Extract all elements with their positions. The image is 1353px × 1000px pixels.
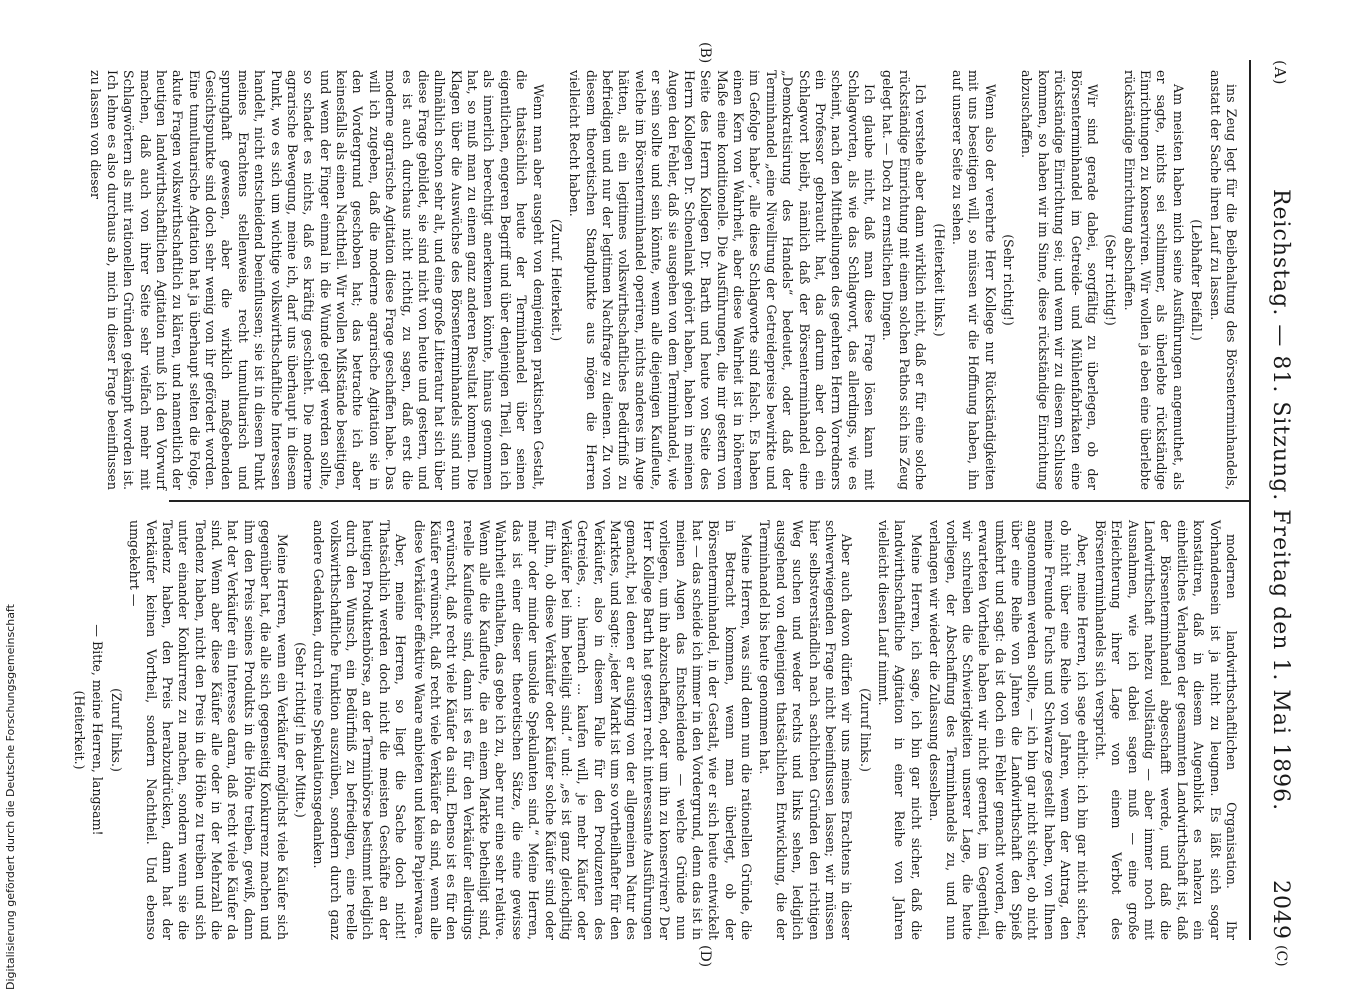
interjection: (Zuruf. Heiterkeit.) [549, 218, 564, 342]
page-title: Reichstag. — 81. Sitzung. Freitag den 1. Mai 1896. [1268, 188, 1293, 812]
margin-label-c: (C) [1273, 945, 1289, 967]
funding-note: Digitalisierung gefördert durch die Deutsche Forschungsgemeinschaft [4, 604, 17, 990]
interjection: (Lebhafter Beifall.) [1189, 219, 1205, 341]
header-rule [1249, 60, 1251, 940]
text-column-right [69, 520, 1239, 940]
interjection: (Zuruf links.) [857, 688, 873, 772]
paragraph: Aber, meine Herren, ich sage ehrlich: ich bin gar nicht sicher, ob nicht über eine Reihe von Jahren, wenn der Antrag, den meine Freunde Fuchs und Schwarze gestellt haben, von Ihnen angenommen werden sollte, — ich bin gar nicht sicher, ob nicht über eine Reihe von Jahren die Landwirthschaft den Spieß umkehrt und sagt: da ist doch ein Fehler gemacht worden, die erwarteten Vortheile haben wir nicht geerntet, im Gegentheil, wir schreiben die Schwierigkeiten unserer Lage, die heute vorliegen, der Abschaffung des Terminhandels zu, und nun verlangen wir wieder die Zulassung desselben. [927, 520, 1090, 940]
interjection: — Bitte, meine Herren, langsam! [90, 624, 106, 836]
paragraph: Wenn also der verehrte Herr Kollege nur Rückständigkeiten mit uns beseitigen will, so müssen wir die Hoffnung haben, ihn auf unserer Seite zu sehen. [950, 70, 998, 490]
paragraph: Aber auch davon dürfen wir uns meines Erachtens in dieser schwerwiegenden Frage nicht beeinflussen lassen; wir müssen hier selbstverständlich nach sachlichen Gründen den richtigen Weg suchen und weder rechts und links sehen, lediglich ausgehend von denjenigen thatsächlichen Entwicklung, die der Terminhandel bis heute genommen hat. [757, 520, 855, 940]
paragraph: Meine Herren, was sind denn nun die rationellen Gründe, die in Betracht kommen, wenn man überlegt, ob der Börsenterminhandel, in der Gestalt, wie er sich heute entwickelt hat — das scheide ich immer in den Vordergrund, denn das ist in meinen Augen das Entscheidende — welche Gründe nun vorliegen, um ihn abzuschaffen, oder um ihn zu konserviren? Der Herr Kollege Barth hat gestern recht interessante Ausführungen gemacht, bei denen er ausging von der allgemeinen Natur des Marktes, und sagte: „jeder Markt ist um so vortheilhafter für den Verkäufer, also in diesem Falle für den Produzenten des Getreides, ... hiernach ... kaufen will, je mehr Käufer oder Verkäufer bei ihm beteiligt sind.“ und: „es ist ganz gleichgiltig für ihn, ob diese Verkäufer oder Käufer solche Käufer sind oder mehr oder minder unsolide Spekulanten sind.“ Meine Herren, das ist einer dieser theoretischen Sätze, die eine gewisse Wahrheit enthalten, das gebe ich zu, aber nur eine sehr relative. Wenn alle die Kaufleute, die an einem Markte betheiligt sind, reelle Kaufleute sind, dann ist es für den Verkäufer allerdings erwünscht, daß recht viele Käufer da sind. Ebenso ist es für den Käufer erwünscht, daß recht viele Verkäufer da sind, wenn alle diese Verkäufer effektive Waare anbieten und keine Papierwaare. [411, 520, 755, 940]
paragraph: modernen landwirthschaftlichen Organisation. Ihr Vorhandensein ist ja nicht zu leugnen. Es läßt sich sogar konstatiren, daß in diesem Augenblick es nahezu ein einheitliches Verlangen der gesammten Landwirthschaft ist, daß der Börsenterminhandel abgeschafft werde, und daß die Landwirthschaft nahezu vollständig — aber immer noch mit Ausnahmen, wie ich dabei sagen muß — eine große Erleichterung ihrer Lage von einem Verbot des Börsenterminhandels sich verspricht. [1093, 520, 1239, 940]
paragraph: Am meisten haben mich seine Ausführungen angemuthet, als er sagte, nichts sei schlimmer, als überlebte rückständige Einrichtungen zu konserviren. Wir wollen ja eben eine überlebte rückständige Einrichtung abschaffen. [1121, 70, 1186, 490]
paragraph: Wir sind gerade dabei, sorgfältig zu überlegen, ob der Börsenterminhandel im Getreide- und Mühlenfabrikaten eine rückständige Einrichtung sei; und wenn wir zu diesem Schlusse kommen, so haben wir im Sinne, diese rückständige Einrichtung abzuschaffen. [1019, 70, 1100, 490]
interjection: (Sehr richtig!) [1001, 234, 1017, 326]
interjection: (Sehr richtig!) [1103, 234, 1119, 326]
margin-label-d: (D) [697, 945, 713, 968]
margin-label-b: (B) [697, 42, 713, 64]
page-header [1257, 60, 1293, 940]
interjection: (Zuruf links.) [108, 688, 124, 772]
interjection: (Sehr richtig! in der Mitte.) [293, 642, 308, 818]
paragraph: Aber, meine Herren, so liegt die Sache doch nicht! Thatsächlich werden doch nicht die meisten Geschäfte an der heutigen Produktenbörse, an der Terminbörse bestimmt lediglich durch den Wunsch, ein Bedürfniß zu befriedigen, eine reelle volkswirthschaftliche Funktion auszuüben, sondern durch ganz andere Gedanken, durch reine Spekulationsgedanken. [311, 520, 409, 940]
paragraph: Ich glaube nicht, daß man diese Frage lösen kann mit Schlagworten, als wie das Schlagwort, das allerdings, wie es scheint, nach den Mittheilungen des geehrten Herrn Vorredners ein Professor gebraucht hat, das darum aber doch ein Schlagwort bleibt, nämlich daß der Börsenterminhandel eine „Demokratisirung des Handels“ bedeutet, oder daß der Terminhandel „eine Nivellirung der Getreidepreise bewirkte und im Gefolge habe“, alle diese Schlagworte sind falsch. Es haben einen Kern von Wahrheit, aber diese Wahrheit ist in höherem Maße eine konditionelle. Die Ausführungen, die mir gestern von Seite des Herrn Kollegen Dr. Barth und heute von Seite des Herrn Kollegen Dr. Schoenlank gehört haben, haben in meinen Augen den Fehler, daß sie ausgehen von dem Terminhandel, wie er sein sollte und sein könnte, wenn alle diejenigen Kaufleute, welche im Börsenterminhandel operiren, nichts anderes im Auge hätten, als ein legitimes volkswirthschaftliches Bedürfniß zu befriedigen und nur der legitimen Nachfrage zu dienen. Zu von diesem theoretischen Standpunkte aus mögen die Herren vielleicht Recht haben. [567, 70, 878, 490]
margin-label-a: (A) [1271, 60, 1289, 86]
paragraph: Meine Herren, wenn ein Verkäufer möglichst viele Käufer sich gegenüber hat, die alle sich gegenseitig Konkurrenz machen und ihm den Preis seines Produkts in die Höhe treiben, gewiß, dann hat der Verkäufer ein Interesse daran, daß recht viele Käufer da sind. Wenn aber diese Käufer alle oder in der Mehrzahl die Tendenz haben, nicht den Preis in die Höhe zu treiben und sich unter einander Konkurrenz zu machen, sondern wenn sie die Tendenz haben, den Preis herabzudrücken, dann hat der Verkäufer keinen Vortheil, sondern Nachtheil. Und ebenso umgekehrt — [127, 520, 290, 940]
page-number: 2049 [1268, 880, 1293, 940]
paragraph: Ich verstehe aber dann wirklich nicht, daß er für eine solche rückständige Einrichtung mit einem solchen Pathos sich ins Zeug gelegt hat. — Doch zu ernstlichen Dingen. [880, 70, 929, 490]
text-column-left [85, 70, 1239, 490]
column-divider [169, 500, 1249, 502]
paragraph: ins Zeug legt für die Beibehaltung des Börsenterminhandels, anstatt der Sache ihren Lauf zu lassen. [1207, 70, 1239, 490]
interjection: (Heiterkeit links.) [931, 223, 947, 337]
interjection: (Heiterkeit.) [72, 690, 88, 770]
paragraph: Wenn man aber ausgeht von demjenigen praktischen Gestalt, die thatsächlich heute der Terminhandel über seinen eigentlichen, engeren Begriff und über denjenigen Theil, den ich als innerlich berechtigt anerkennen könnte, hinaus genommen hat, so muß man zu einem ganz anderen Resultat kommen. Die Klagen über die Auswüchse des Börsenterminhandels sind nun allmählich schon sehr alt, und eine große Litteratur hat sich über diese Frage gebildet, sie sind nicht von heute und gestern, und es ist auch durchaus nicht richtig, zu sagen, daß erst die moderne agrarische Agitation diese Frage geschaffen habe. Das will ich zugeben, daß die moderne agrarische Agitation sie in den Vordergrund geschoben hat; das betrachte ich aber keinesfalls als einen Nachtheil. Wir wollen Mißstände beseitigen, und wenn der Finger einmal in die Wunde gelegt werden sollte, so schadet es nichts, daß es kräftig geschieht. Die moderne agrarische Bewegung, meine ich, darf uns überhaupt in diesem Punkt, wo es sich um wichtige volkswirthschaftliche Interessen handelt, nicht entscheidend beeinflussen; sie ist in diesem Punkt meines Erachtens stellenweise recht tumultuarisch und sprunghaft gewesen, aber die wirklich maßgebenden Gesichtspunkte sind doch sehr wenig von ihr gefördert worden. Eine tumultuarische Agitation hat ja überhaupt selten die Folge, akute Fragen volkswirthschaftlich zu klären, und namentlich der heutigen landwirthschaftlichen Agitation muß ich den Vorwurf machen, daß auch von ihrer Seite sehr vielfach mehr mit Schlagwörtern als mit rationellen Gründen gekämpft worden ist. Ich lehne es also durchaus ab, mich in dieser Frage beeinflussen zu lassen von dieser [88, 70, 546, 490]
paragraph: Meine Herren, ich sage, ich bin gar nicht sicher, daß die landwirthschaftliche Agitation in einer Reihe von Jahren vielleicht diesen Lauf nimmt. [876, 520, 924, 940]
